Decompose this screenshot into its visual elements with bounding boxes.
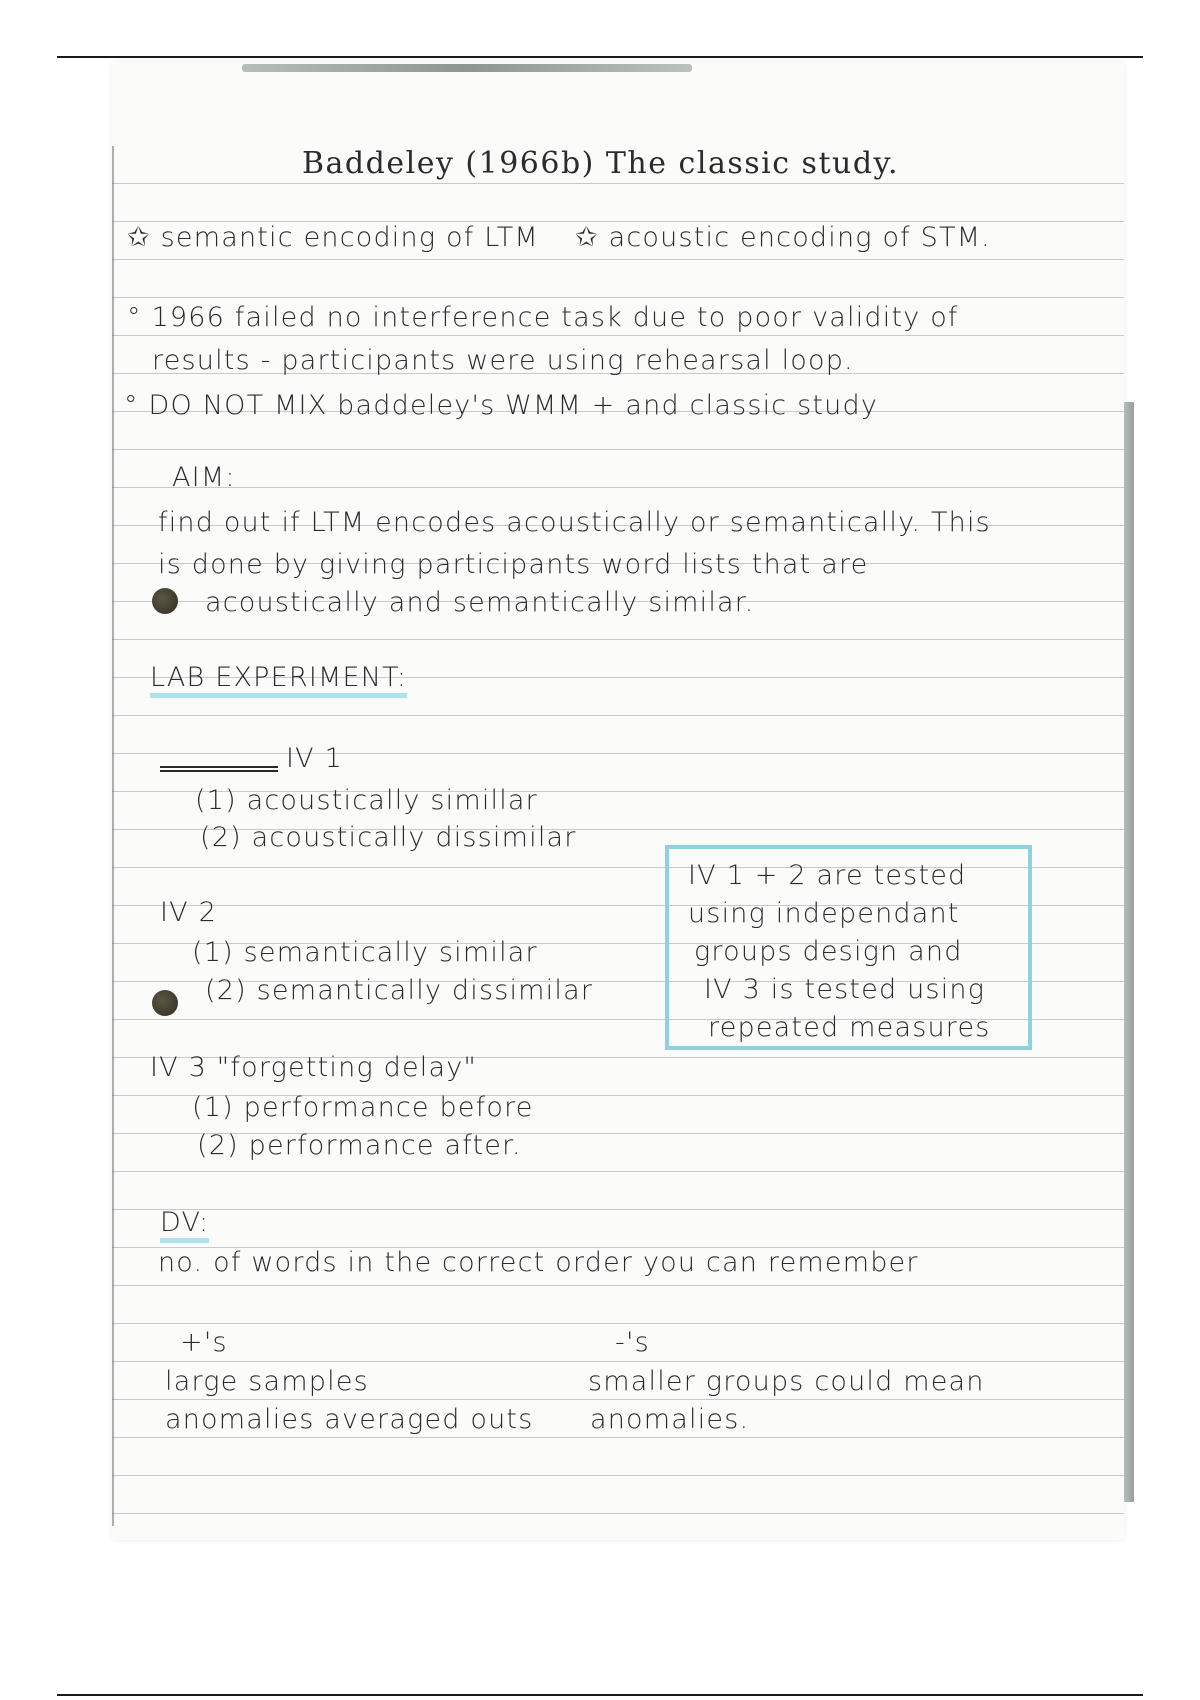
- design-box-line-1: IV 1 + 2 are tested: [688, 860, 967, 891]
- star-icon: ✩: [127, 222, 151, 253]
- positive-1: large samples: [165, 1366, 369, 1397]
- iv1-label: IV 1: [160, 743, 343, 774]
- bottom-border-rule: [57, 1694, 1143, 1696]
- tape-strip: [242, 64, 692, 72]
- top-border-rule: [57, 56, 1143, 58]
- iv3-item-1: (1) performance before: [192, 1092, 534, 1123]
- key-point-semantic: ✩ semantic encoding of LTM: [127, 222, 539, 253]
- design-box-line-4: IV 3 is tested using: [704, 974, 986, 1005]
- negatives-heading: -'s: [615, 1327, 650, 1358]
- margin-line: [112, 146, 114, 1526]
- dv-heading: DV:: [160, 1207, 209, 1243]
- punch-hole-2: [152, 990, 178, 1016]
- iv1-item-2: (2) acoustically dissimilar: [200, 822, 577, 853]
- bullet-icon: °: [127, 302, 142, 333]
- aim-line-3: acoustically and semantically similar.: [205, 587, 755, 618]
- negative-2: anomalies.: [590, 1404, 750, 1435]
- scribble-mark: [160, 748, 278, 772]
- design-box-line-5: repeated measures: [708, 1012, 991, 1043]
- design-box-line-2: using independant: [688, 898, 960, 929]
- iv2-item-1: (1) semantically similar: [192, 937, 538, 968]
- aim-heading: AIM:: [172, 462, 236, 493]
- iv2-item-2: (2) semantically dissimilar: [205, 975, 594, 1006]
- star-icon: ✩: [575, 222, 599, 253]
- punch-hole-1: [152, 588, 178, 614]
- iv3-label: IV 3 "forgetting delay": [150, 1052, 478, 1083]
- iv3-item-2: (2) performance after.: [197, 1130, 522, 1161]
- dv-text: no. of words in the correct order you can remember: [158, 1247, 919, 1278]
- negative-1: smaller groups could mean: [588, 1366, 985, 1397]
- page-title: Baddeley (1966b) The classic study.: [302, 146, 900, 181]
- page-edge-shadow: [1124, 402, 1134, 1502]
- iv2-label: IV 2: [160, 897, 217, 928]
- iv1-item-1: (1) acoustically simillar: [195, 785, 538, 816]
- note-1: ° 1966 failed no interference task due to poor validity of: [127, 302, 959, 333]
- key-point-acoustic: ✩ acoustic encoding of STM.: [575, 222, 991, 253]
- design-box-line-3: groups design and: [694, 936, 963, 967]
- lab-experiment-heading: LAB EXPERIMENT:: [150, 662, 407, 698]
- positive-2: anomalies averaged outs: [165, 1404, 534, 1435]
- positives-heading: +'s: [180, 1327, 228, 1358]
- note-2: ° DO NOT MIX baddeley's WMM + and classic study: [124, 390, 879, 421]
- aim-line-1: find out if LTM encodes acoustically or semantically. This: [158, 507, 991, 538]
- note-1-continued: results - participants were using rehearsal loop.: [152, 345, 854, 376]
- aim-line-2: is done by giving participants word lists that are: [158, 549, 869, 580]
- bullet-icon: °: [124, 390, 139, 421]
